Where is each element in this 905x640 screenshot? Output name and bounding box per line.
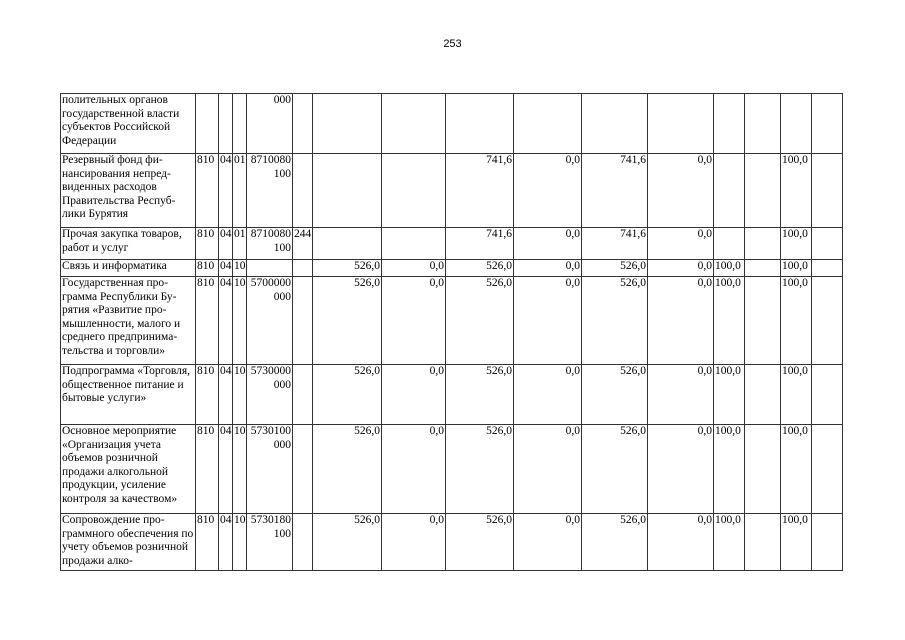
table-row <box>61 94 843 154</box>
value-cell <box>382 154 446 228</box>
empty-cell <box>812 154 843 228</box>
table-row <box>61 228 843 260</box>
empty-cell <box>745 365 781 425</box>
percent-cell <box>781 94 812 154</box>
section-code-cell: 04 <box>219 365 233 425</box>
section-code-cell: 04 <box>219 228 233 260</box>
value-cell: 741,6 <box>582 154 648 228</box>
empty-cell <box>745 228 781 260</box>
table-row <box>61 425 843 514</box>
empty-cell <box>745 277 781 365</box>
subsection-code-cell: 10 <box>233 514 247 571</box>
value-cell: 0,0 <box>382 514 446 571</box>
value-cell: 0,0 <box>648 154 714 228</box>
value-cell: 0,0 <box>382 277 446 365</box>
value-cell: 741,6 <box>446 154 514 228</box>
row-name-cell: Резервный фонд финансирования непредвиденных расходов Правительства Республики Бурятия <box>61 154 196 228</box>
value-cell: 0,0 <box>514 365 582 425</box>
subsection-code-cell: 10 <box>233 365 247 425</box>
empty-cell <box>812 277 843 365</box>
value-cell: 526,0 <box>313 365 382 425</box>
value-cell: 0,0 <box>514 425 582 514</box>
expense-type-code-cell <box>293 365 313 425</box>
value-cell: 0,0 <box>514 277 582 365</box>
target-article-code-cell: 8710080100 <box>247 154 293 228</box>
percent-cell: 100,0 <box>714 277 745 365</box>
value-cell <box>648 94 714 154</box>
value-cell: 0,0 <box>648 425 714 514</box>
value-cell <box>446 94 514 154</box>
table-row <box>61 365 843 425</box>
value-cell <box>382 228 446 260</box>
value-cell <box>313 154 382 228</box>
admin-code-cell: 810 <box>196 277 219 365</box>
percent-cell: 100,0 <box>714 514 745 571</box>
value-cell: 526,0 <box>446 425 514 514</box>
percent-cell: 100,0 <box>781 154 812 228</box>
section-code-cell: 04 <box>219 514 233 571</box>
section-code-cell: 04 <box>219 425 233 514</box>
target-article-code-cell <box>247 260 293 277</box>
page-number: 253 <box>443 38 462 50</box>
value-cell: 526,0 <box>313 425 382 514</box>
empty-cell <box>812 365 843 425</box>
value-cell <box>582 94 648 154</box>
expense-type-code-cell <box>293 94 313 154</box>
percent-cell: 100,0 <box>714 365 745 425</box>
section-code-cell: 04 <box>219 154 233 228</box>
row-name-cell: полительных органов государственной власти субъектов Российской Федерации <box>61 94 196 154</box>
value-cell: 526,0 <box>582 365 648 425</box>
value-cell: 741,6 <box>446 228 514 260</box>
subsection-code-cell: 10 <box>233 260 247 277</box>
subsection-code-cell: 10 <box>233 277 247 365</box>
table-row <box>61 260 843 277</box>
value-cell: 526,0 <box>446 260 514 277</box>
percent-cell <box>714 154 745 228</box>
target-article-code-cell: 000 <box>247 94 293 154</box>
empty-cell <box>745 94 781 154</box>
value-cell: 0,0 <box>382 365 446 425</box>
empty-cell <box>745 154 781 228</box>
value-cell: 526,0 <box>446 277 514 365</box>
value-cell <box>313 228 382 260</box>
target-article-code-cell: 5730100000 <box>247 425 293 514</box>
target-article-code-cell: 8710080100 <box>247 228 293 260</box>
value-cell: 526,0 <box>582 514 648 571</box>
row-name-cell: Связь и информатика <box>61 260 196 277</box>
expense-type-code-cell <box>293 514 313 571</box>
empty-cell <box>812 260 843 277</box>
value-cell <box>514 94 582 154</box>
value-cell <box>313 94 382 154</box>
row-name-cell: Подпрограмма «Торговля, общественное питание и бытовые услуги» <box>61 365 196 425</box>
value-cell: 0,0 <box>514 260 582 277</box>
value-cell: 526,0 <box>582 425 648 514</box>
percent-cell <box>714 94 745 154</box>
percent-cell: 100,0 <box>781 514 812 571</box>
empty-cell <box>812 514 843 571</box>
admin-code-cell: 810 <box>196 425 219 514</box>
percent-cell: 100,0 <box>714 425 745 514</box>
value-cell: 526,0 <box>313 277 382 365</box>
expense-type-code-cell <box>293 425 313 514</box>
row-name-cell: Основное мероприятие «Организация учета объемов розничной продажи алкогольной продукции, усиление контроля за качеством» <box>61 425 196 514</box>
table-row <box>61 154 843 228</box>
value-cell: 0,0 <box>648 228 714 260</box>
admin-code-cell: 810 <box>196 514 219 571</box>
table-body <box>61 94 843 571</box>
admin-code-cell: 810 <box>196 365 219 425</box>
table-row <box>61 277 843 365</box>
row-name-cell: Сопровождение программного обеспечения по учету объемов розничной продажи алко- <box>61 514 196 571</box>
admin-code-cell: 810 <box>196 154 219 228</box>
empty-cell <box>745 514 781 571</box>
value-cell: 0,0 <box>382 425 446 514</box>
target-article-code-cell: 5730180100 <box>247 514 293 571</box>
empty-cell <box>812 228 843 260</box>
value-cell: 0,0 <box>514 228 582 260</box>
empty-cell <box>745 260 781 277</box>
value-cell: 0,0 <box>382 260 446 277</box>
percent-cell: 100,0 <box>781 228 812 260</box>
value-cell: 526,0 <box>313 260 382 277</box>
subsection-code-cell: 10 <box>233 425 247 514</box>
section-code-cell: 04 <box>219 277 233 365</box>
value-cell: 526,0 <box>446 365 514 425</box>
table-row <box>61 514 843 571</box>
subsection-code-cell: 01 <box>233 154 247 228</box>
percent-cell: 100,0 <box>781 425 812 514</box>
admin-code-cell <box>196 94 219 154</box>
percent-cell: 100,0 <box>781 365 812 425</box>
admin-code-cell: 810 <box>196 228 219 260</box>
row-name-cell: Прочая закупка товаров, работ и услуг <box>61 228 196 260</box>
target-article-code-cell: 5700000000 <box>247 277 293 365</box>
percent-cell: 100,0 <box>781 260 812 277</box>
empty-cell <box>812 425 843 514</box>
percent-cell: 100,0 <box>714 260 745 277</box>
section-code-cell: 04 <box>219 260 233 277</box>
budget-execution-table <box>60 93 843 571</box>
value-cell: 526,0 <box>582 260 648 277</box>
row-name-cell: Государственная программа Республики Бурятия «Развитие промышленности, малого и среднего предпринимательства и торговли» <box>61 277 196 365</box>
value-cell: 526,0 <box>313 514 382 571</box>
value-cell: 0,0 <box>648 277 714 365</box>
expense-type-code-cell <box>293 260 313 277</box>
subsection-code-cell <box>233 94 247 154</box>
expense-type-code-cell <box>293 154 313 228</box>
section-code-cell <box>219 94 233 154</box>
percent-cell <box>714 228 745 260</box>
empty-cell <box>745 425 781 514</box>
expense-type-code-cell: 244 <box>293 228 313 260</box>
admin-code-cell: 810 <box>196 260 219 277</box>
value-cell: 0,0 <box>648 514 714 571</box>
value-cell: 741,6 <box>582 228 648 260</box>
value-cell: 526,0 <box>446 514 514 571</box>
value-cell: 0,0 <box>514 154 582 228</box>
empty-cell <box>812 94 843 154</box>
percent-cell: 100,0 <box>781 277 812 365</box>
expense-type-code-cell <box>293 277 313 365</box>
target-article-code-cell: 5730000000 <box>247 365 293 425</box>
value-cell: 0,0 <box>648 365 714 425</box>
subsection-code-cell: 01 <box>233 228 247 260</box>
value-cell <box>382 94 446 154</box>
value-cell: 0,0 <box>514 514 582 571</box>
value-cell: 526,0 <box>582 277 648 365</box>
value-cell: 0,0 <box>648 260 714 277</box>
